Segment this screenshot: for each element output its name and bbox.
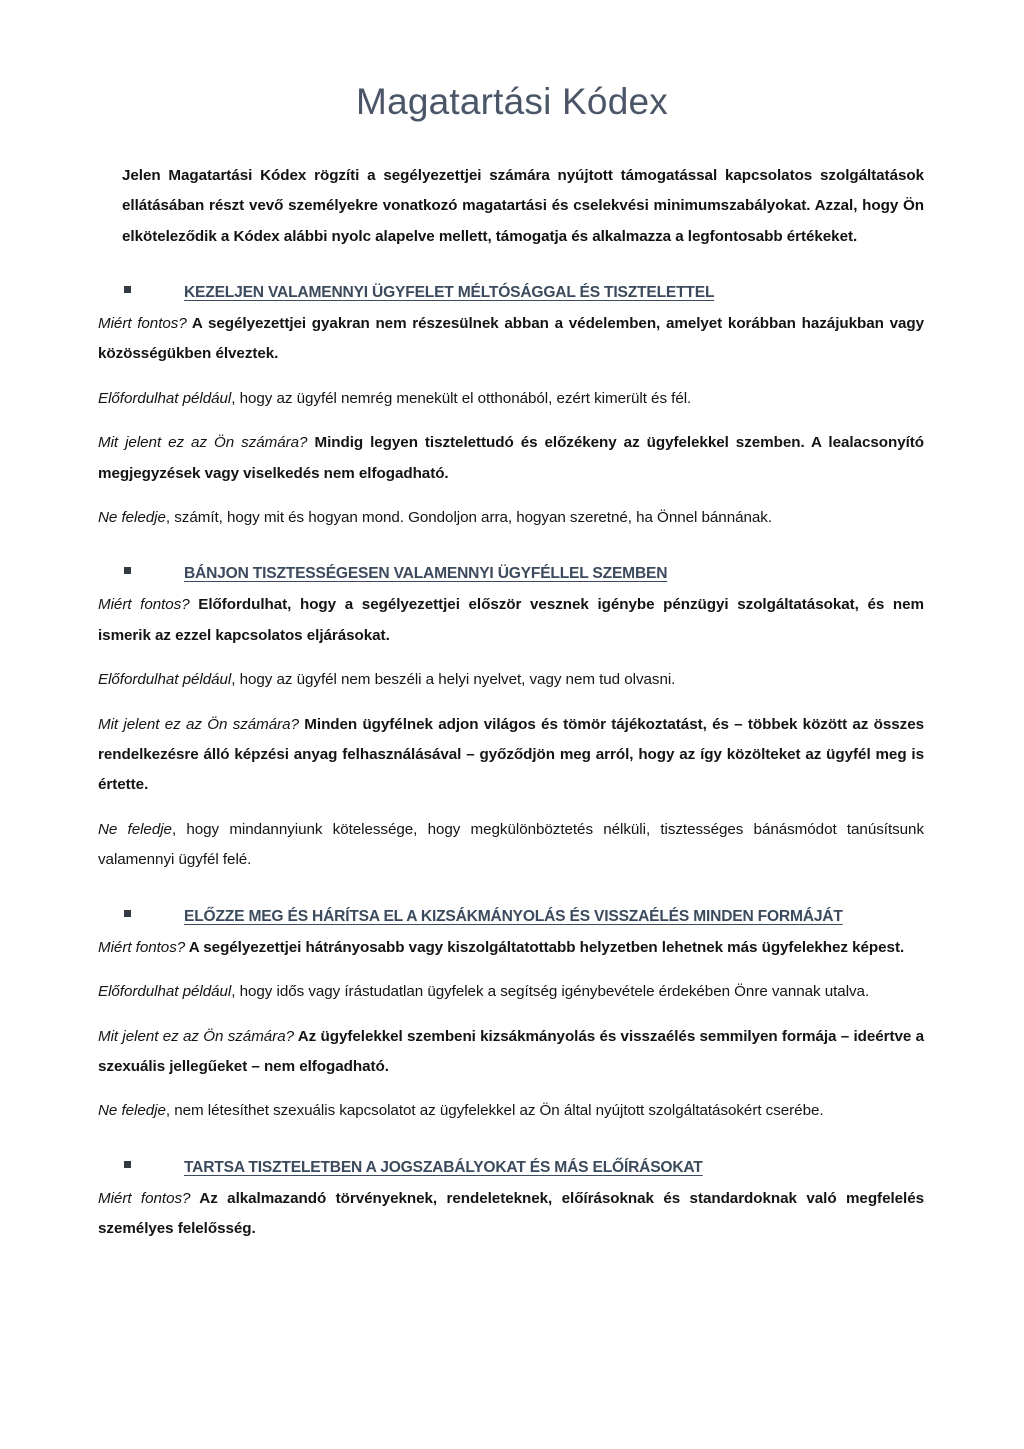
square-bullet-icon: [124, 1161, 131, 1168]
section-heading-row: [98, 876, 924, 931]
paragraph-lead-in: Előfordulhat például: [98, 671, 232, 689]
paragraph-body: , hogy idős vagy írástudatlan ügyfelek a segítség igénybevétele érdekében Önre vannak utalva.: [231, 983, 870, 1001]
principle-section: [0, 252, 1024, 533]
paragraph-lead-in: Mit jelent ez az Ön számára?: [98, 434, 308, 452]
square-bullet-icon: [124, 567, 131, 574]
principle-section: [0, 533, 1024, 875]
section-paragraph: [98, 696, 924, 801]
section-paragraph: [98, 1082, 924, 1126]
paragraph-body: , hogy mindannyiunk kötelessége, hogy megkülönböztetés nélküli, tisztességes bánásmódot tanúsítsunk valamennyi ügyfél felé.: [98, 820, 924, 869]
paragraph-body: Az alkalmazandó törvényeknek, rendeleteknek, előírásoknak és standardoknak való megfelelés személyes felelősség.: [98, 1189, 924, 1238]
paragraph-lead-in: Ne feledje: [98, 820, 172, 838]
paragraph-body: , hogy az ügyfél nemrég menekült el otthonából, ezért kimerült és fél.: [231, 389, 692, 407]
paragraph-body: Minden ügyfélnek adjon világos és tömör tájékoztatást, és – többek között az összes rendelkezésre álló képzési anyag felhasználásával – győződjön meg arról, hogy az így közölteket az ügyfél meg is értette.: [98, 715, 924, 794]
square-bullet-icon: [124, 286, 131, 293]
paragraph-body: Előfordulhat, hogy a segélyezettjei először vesznek igénybe pénzügyi szolgáltatásokat, és nem ismerik az ezzel kapcsolatos eljárásokat.: [98, 596, 924, 644]
section-paragraph: [98, 307, 924, 370]
paragraph-body: , számít, hogy mit és hogyan mond. Gondoljon arra, hogyan szeretné, ha Önnel bánnának.: [165, 508, 772, 526]
paragraph-lead-in: Előfordulhat például: [98, 983, 232, 1001]
paragraph-body: Az ügyfelekkel szembeni kizsákmányolás és visszaélés semmilyen formája – ideértve a szexuális jellegűeket – nem elfogadható.: [98, 1027, 925, 1075]
paragraph-body: , hogy az ügyfél nem beszéli a helyi nyelvet, vagy nem tud olvasni.: [231, 671, 676, 689]
section-paragraph: [98, 931, 924, 963]
paragraph-lead-in: Mit jelent ez az Ön számára?: [98, 1027, 295, 1045]
section-paragraph: [98, 588, 924, 651]
section-paragraph: [98, 963, 924, 1007]
section-paragraph: [98, 370, 924, 414]
section-heading-row: [98, 533, 924, 588]
section-paragraph: [98, 651, 924, 695]
section-paragraph: [98, 801, 924, 876]
intro-paragraph: Jelen Magatartási Kódex rögzíti a segélyezettjei számára nyújtott támogatással kapcsolatos szolgáltatások ellátásában részt vevő személyekre vonatkozó magatartási és cselekvési minimumszabályokat. Azzal, hogy Ön elköteleződik a Kódex alábbi nyolc alapelve mellett, támogatja és alkalmazza a legfontosabb értékeket.: [122, 166, 924, 245]
paragraph-body: Mindig legyen tisztelettudó és előzékeny az ügyfelekkel szemben. A lealacsonyító megjegyzések vagy viselkedés nem elfogadható.: [98, 434, 924, 482]
paragraph-lead-in: Miért fontos?: [98, 314, 187, 332]
section-paragraph: [98, 1008, 924, 1083]
paragraph-lead-in: Mit jelent ez az Ön számára?: [98, 715, 299, 733]
paragraph-lead-in: Előfordulhat például: [98, 389, 232, 407]
section-title: BÁNJON TISZTESSÉGESEN VALAMENNYI ÜGYFÉLLEL SZEMBEN: [184, 565, 668, 583]
section-heading-row: [98, 252, 924, 307]
paragraph-body: A segélyezettjei gyakran nem részesülnek abban a védelemben, amelyet korábban hazájukban vagy közösségükben élveztek.: [98, 314, 924, 363]
sections-container: [0, 252, 1024, 1245]
section-heading-row: [98, 1127, 924, 1182]
section-paragraph: [98, 414, 924, 489]
section-title: ELŐZZE MEG ÉS HÁRÍTSA EL A KIZSÁKMÁNYOLÁS ÉS VISSZAÉLÉS MINDEN FORMÁJÁT: [184, 907, 843, 925]
paragraph-body: A segélyezettjei hátrányosabb vagy kiszolgáltatottabb helyzetben lehetnek más ügyfelekhez képest.: [185, 938, 905, 956]
paragraph-lead-in: Miért fontos?: [98, 1189, 191, 1207]
paragraph-body: , nem létesíthet szexuális kapcsolatot az ügyfelekkel az Ön által nyújtott szolgáltatásokért cserébe.: [165, 1102, 824, 1120]
page-title: Magatartási Kódex: [356, 81, 668, 122]
paragraph-lead-in: Ne feledje: [98, 508, 166, 526]
principle-section: [0, 1127, 1024, 1245]
paragraph-lead-in: Miért fontos?: [98, 596, 190, 614]
section-paragraph: [98, 489, 924, 533]
paragraph-lead-in: Miért fontos?: [98, 938, 186, 956]
square-bullet-icon: [124, 910, 131, 917]
principle-section: [0, 876, 1024, 1127]
section-title: KEZELJEN VALAMENNYI ÜGYFELET MÉLTÓSÁGGAL ÉS TISZTELETTEL: [184, 283, 715, 301]
section-title: TARTSA TISZTELETBEN A JOGSZABÁLYOKAT ÉS MÁS ELŐÍRÁSOKAT: [184, 1158, 703, 1176]
paragraph-lead-in: Ne feledje: [98, 1102, 166, 1120]
section-paragraph: [98, 1182, 924, 1245]
